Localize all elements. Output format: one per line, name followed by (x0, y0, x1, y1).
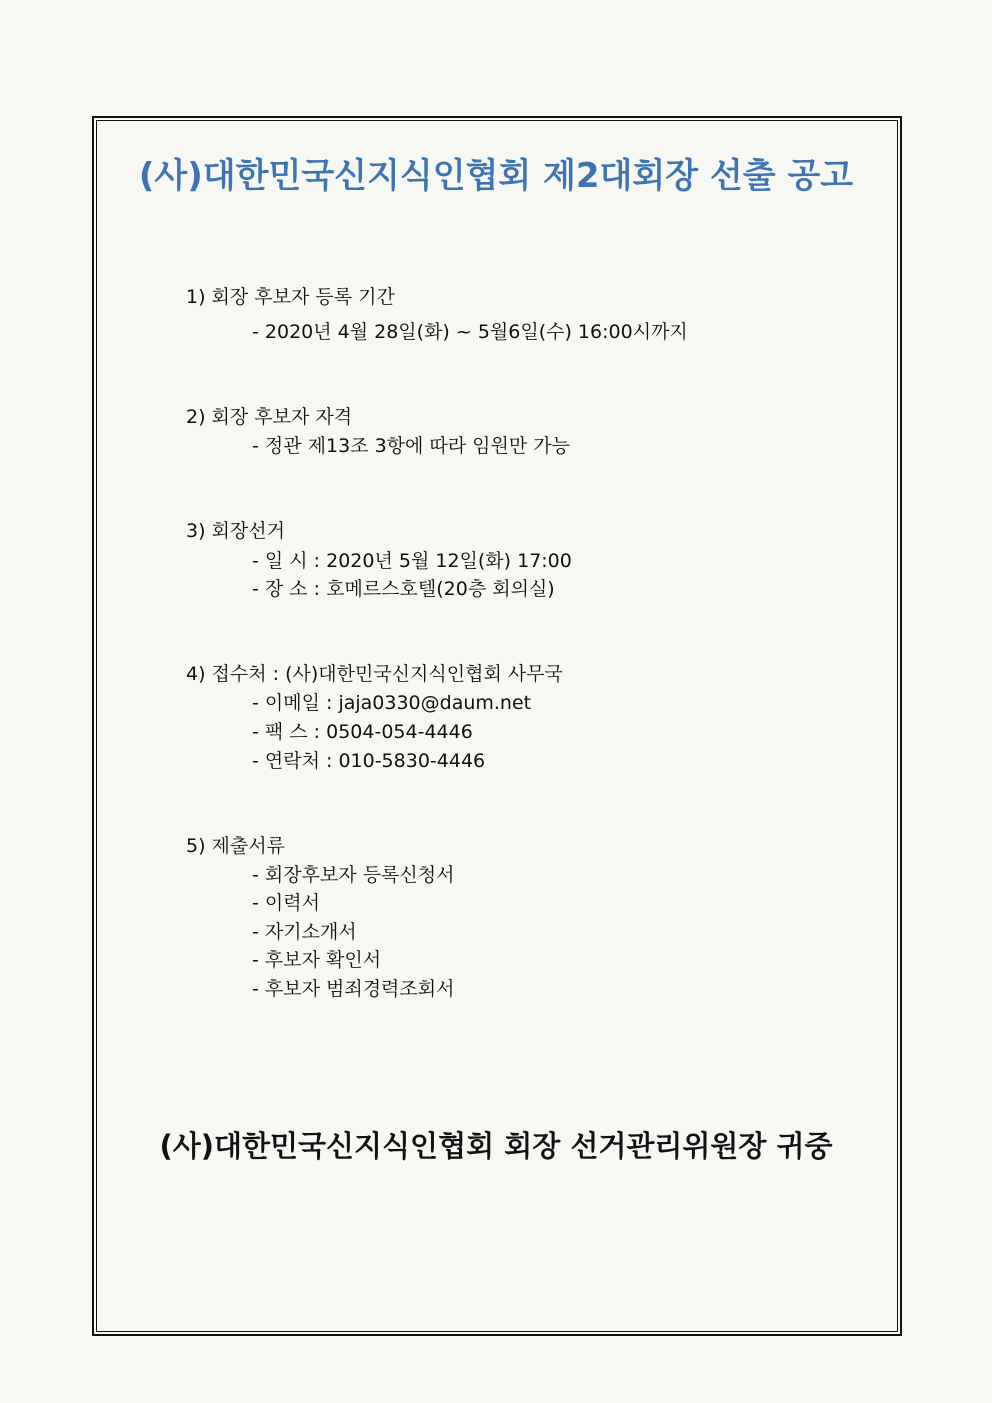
section-heading-reception: 4) 접수처 : (사)대한민국신지식인협회 사무국 (186, 663, 563, 685)
list-item: - 일 시 : 2020년 5월 12일(화) 17:00 (252, 550, 572, 572)
section-heading-registration-period: 1) 회장 후보자 등록 기간 (186, 286, 395, 308)
list-item: - 장 소 : 호메르스호텔(20층 회의실) (252, 578, 555, 600)
section-heading-qualification: 2) 회장 후보자 자격 (186, 406, 353, 428)
list-item: - 이력서 (252, 892, 320, 914)
document-title: (사)대한민국신지식인협회 제2대회장 선출 공고 (138, 156, 854, 196)
list-item: - 정관 제13조 3항에 따라 임원만 가능 (252, 435, 570, 457)
list-item: - 후보자 확인서 (252, 949, 382, 971)
document-footer-signature: (사)대한민국신지식인협회 회장 선거관리위원장 귀중 (159, 1129, 833, 1163)
list-item-fax: - 팩 스 : 0504-054-4446 (252, 721, 473, 743)
list-item: - 후보자 범죄경력조회서 (252, 978, 455, 1000)
section-heading-documents: 5) 제출서류 (186, 835, 285, 857)
list-item: - 회장후보자 등록신청서 (252, 864, 455, 886)
list-item-phone: - 연락처 : 010-5830-4446 (252, 750, 486, 772)
list-item: - 2020년 4월 28일(화) ~ 5월6일(수) 16:00시까지 (252, 321, 688, 343)
list-item-email: - 이메일 : jaja0330@daum.net (252, 692, 532, 714)
list-item: - 자기소개서 (252, 921, 357, 943)
section-heading-election: 3) 회장선거 (186, 520, 285, 542)
